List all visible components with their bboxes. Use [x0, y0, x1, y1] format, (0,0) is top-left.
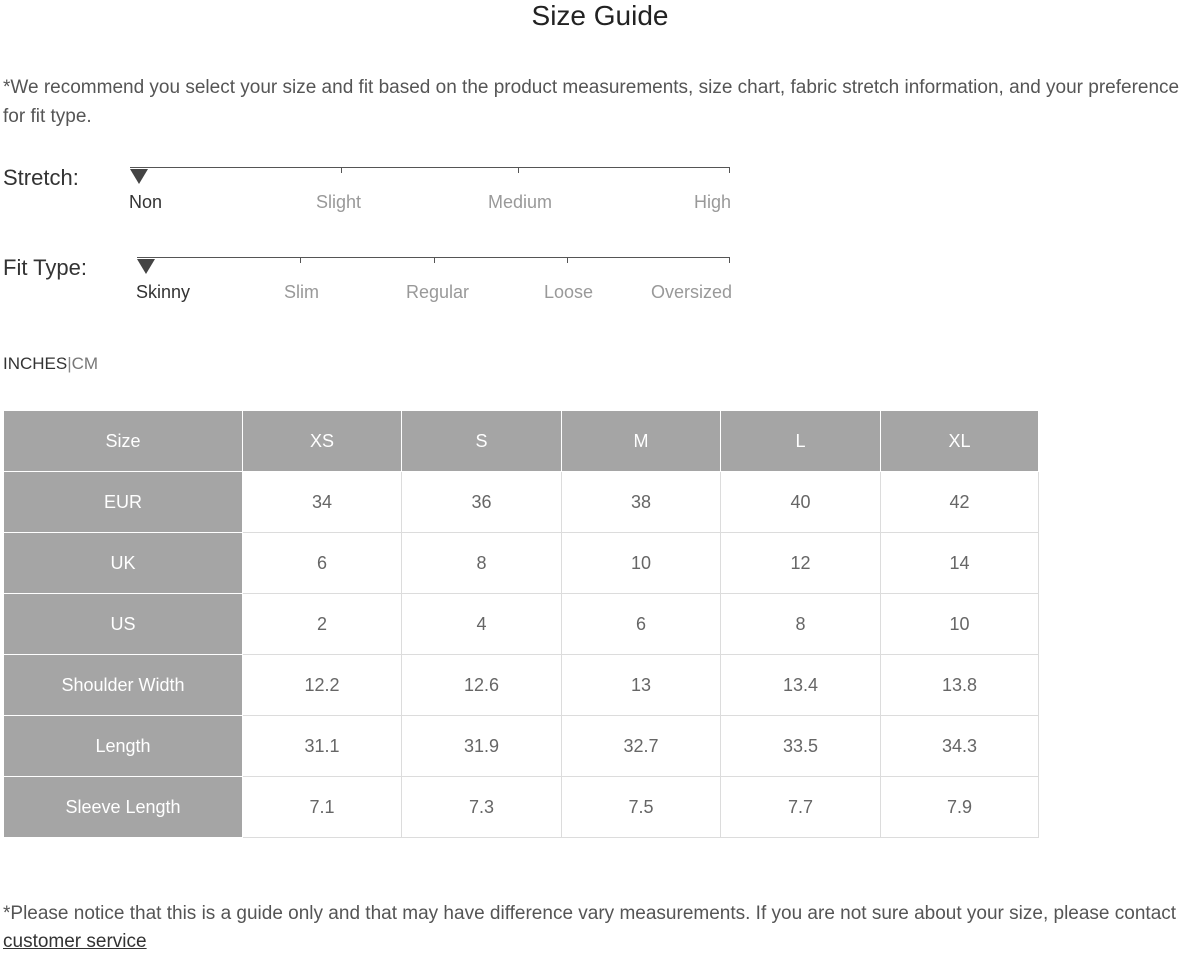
table-cell: 31.9	[402, 716, 562, 777]
table-cell: 13.8	[881, 655, 1039, 716]
stretch-tick-medium	[518, 167, 519, 173]
table-cell: 12.2	[243, 655, 402, 716]
notice-text: *Please notice that this is a guide only and that may have difference vary measurements. If you are not sure about your size, please contact	[3, 903, 1177, 924]
table-row	[4, 655, 1039, 716]
table-cell: 10	[562, 533, 721, 594]
customer-service-link[interactable]: customer service	[3, 931, 147, 952]
row-header-cell: EUR	[4, 472, 243, 533]
stretch-option-high: High	[694, 192, 732, 212]
table-cell: 8	[721, 594, 881, 655]
header-cell: XS	[243, 411, 402, 472]
table-row	[4, 594, 1039, 655]
table-cell: 40	[721, 472, 881, 533]
fit-option-loose: Loose	[544, 282, 594, 302]
fit-tick-oversized	[729, 257, 730, 263]
table-row	[4, 472, 1039, 533]
stretch-tick-slight	[341, 167, 342, 173]
fit-tick-regular	[434, 257, 435, 263]
table-cell: 36	[402, 472, 562, 533]
unit-inches-option[interactable]: INCHES	[3, 354, 68, 373]
fit-option-skinny: Skinny	[136, 282, 191, 302]
table-cell: 12	[721, 533, 881, 594]
table-header-row	[4, 411, 1039, 472]
disclaimer-notice	[3, 900, 1200, 956]
unit-separator: |	[67, 354, 72, 373]
stretch-option-medium: Medium	[488, 192, 553, 212]
table-cell: 42	[881, 472, 1039, 533]
table-cell: 13.4	[721, 655, 881, 716]
table-cell: 34	[243, 472, 402, 533]
table-cell: 7.9	[881, 777, 1039, 838]
table-cell: 33.5	[721, 716, 881, 777]
fit-type-marker-icon	[137, 259, 155, 274]
stretch-option-slight: Slight	[316, 192, 362, 212]
row-header-cell: Shoulder Width	[4, 655, 243, 716]
fit-option-slim: Slim	[284, 282, 319, 302]
table-cell: 7.7	[721, 777, 881, 838]
stretch-scale-line	[130, 167, 730, 168]
recommendation-text: *We recommend you select your size and fit based on the product measurements, size chart, fabric stretch information, and your preference for fit type.	[3, 77, 1180, 127]
table-cell: 7.3	[402, 777, 562, 838]
table-cell: 38	[562, 472, 721, 533]
fit-option-oversized: Oversized	[651, 282, 733, 302]
size-chart-table	[3, 410, 1039, 838]
table-cell: 13	[562, 655, 721, 716]
table-cell: 34.3	[881, 716, 1039, 777]
page-title: Size Guide	[531, 0, 669, 31]
table-row	[4, 716, 1039, 777]
table-cell: 14	[881, 533, 1039, 594]
stretch-tick-high	[729, 167, 730, 173]
table-cell: 8	[402, 533, 562, 594]
row-header-cell: UK	[4, 533, 243, 594]
table-cell: 4	[402, 594, 562, 655]
stretch-option-non: Non	[129, 192, 163, 212]
table-cell: 32.7	[562, 716, 721, 777]
table-row	[4, 777, 1039, 838]
header-cell: L	[721, 411, 881, 472]
header-cell: Size	[4, 411, 243, 472]
header-cell: M	[562, 411, 721, 472]
table-cell: 10	[881, 594, 1039, 655]
fit-type-label: Fit Type:	[3, 255, 87, 280]
stretch-label: Stretch:	[3, 165, 79, 190]
table-cell: 2	[243, 594, 402, 655]
unit-toggle	[3, 354, 98, 374]
fit-tick-loose	[567, 257, 568, 263]
table-cell: 7.5	[562, 777, 721, 838]
fit-option-regular: Regular	[406, 282, 470, 302]
table-row	[4, 533, 1039, 594]
header-cell: XL	[881, 411, 1039, 472]
unit-cm-option[interactable]: CM	[71, 354, 99, 373]
stretch-marker-icon	[130, 169, 148, 184]
table-cell: 12.6	[402, 655, 562, 716]
row-header-cell: Sleeve Length	[4, 777, 243, 838]
row-header-cell: Length	[4, 716, 243, 777]
fit-tick-slim	[300, 257, 301, 263]
table-cell: 31.1	[243, 716, 402, 777]
table-cell: 6	[243, 533, 402, 594]
row-header-cell: US	[4, 594, 243, 655]
table-cell: 7.1	[243, 777, 402, 838]
table-cell: 6	[562, 594, 721, 655]
header-cell: S	[402, 411, 562, 472]
